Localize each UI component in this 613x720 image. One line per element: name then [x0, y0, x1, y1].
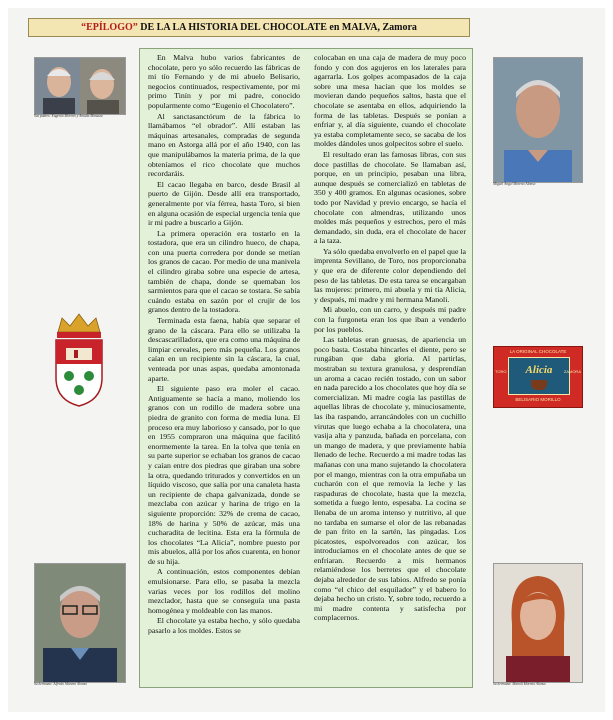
title-prefix: “EPÍLOGO” [81, 22, 138, 33]
page-title [28, 18, 470, 37]
paragraph: La primera operación era tostarlo en la tostadora, que era un cilindro hueco, de chapa, con una puerta corredera por donde se metían los granos de cacao. Por medio de una manivela el cilindro giraba sobre una especie de artesa, también de chapa, donde se quemaban los sarmientos para que el cacao se tostara. Se sabía cuándo estaba en sazón por el crujir de los granos dentro de la tostadora. [148, 228, 300, 315]
manoli-caption: Su hermana: Manoli Moreno Alonso [493, 682, 546, 686]
paragraph: Ya sólo quedaba envolverlo en el papel que la imprenta Sevillano, de Toro, nos proporcionaba y que era de diferente color dependiendo del peso de las tabletas. De esta tarea se encargaban las mujeres: primero, mi abuela y mi tía Alicia, y después, mi madre y mi hermana Manoli. [314, 246, 466, 304]
coat-of-arms [52, 312, 106, 408]
grandparents-photo [34, 57, 126, 115]
wrapper-brand: Alicia [525, 364, 553, 376]
paragraph: En Malva hubo varios fabricantes de chocolate, pero yo sólo recuerdo las fábricas de mi tío Fernando y de mi abuelo Belisario, negocios continuados, respectivamente, por mi primo Tinín y por mi padre, conocido popularmente como “Eugenio el Chocolatero”. [148, 53, 300, 110]
wrapper-left-text: TORO [495, 369, 507, 374]
alfredo-portrait-icon [35, 564, 125, 682]
title-main: DE LA LA HISTORIA DEL CHOCOLATE [137, 22, 330, 33]
paragraph: El chocolate ya estaba hecho, y sólo quedaba pasarlo a los moldes. Estos se [148, 616, 300, 636]
grandparents-caption: Sus padres: Eugenio Moreno y Amalia Mostaza [34, 114, 103, 118]
paragraph: Terminada esta faena, había que separar el grano de la cáscara. Para ello se utilizaba la descascarilladora, que era como una máquina de limpiar cereales, pero más pequeña. Los granos caían en un recipiente sin la cáscara, la cual, venteada por unas aspas, quedaba amontonada aparte. [148, 316, 300, 383]
title-location: en MALVA, Zamora [329, 22, 417, 33]
article-column-right [314, 53, 466, 624]
alfredo-photo [34, 563, 126, 683]
wrapper-right-text: ZAMORA [563, 369, 581, 374]
miguel-caption: Miguel Ángel Moreno Alonso [493, 182, 536, 186]
paragraph: El siguiente paso era moler el cacao. Antiguamente se hacía a mano, moliendo los granos con un rodillo de madera sobre una piedra de granito con forma de media luna. El proceso era muy laborioso y cansado, por lo que en 1955 compraron una máquina que facilitó enormemente la tarea. En la tolva que tenía en su parte superior se echaban los granos de cacao y caían entre dos piedras que giraban una sobre la otra, quedando triturados y convertidos en un líquido viscoso, que salía por una canaleta hasta un recipiente de chapa galvanizada, donde se mezclaba con azúcar y harina de trigo en la siguiente proporción: 32% de crema de cacao, 18% de harina y 50% de azúcar, más una cucharadita de lecitina. Esta era la fórmula de los chocolates “La Alicia”, nombre puesto por mis abuelos, allá por los años cuarenta, en honor de su hija. [148, 384, 300, 566]
coat-of-arms-icon [52, 312, 106, 408]
manoli-photo [493, 563, 583, 683]
wrapper-cup-icon [531, 380, 547, 390]
miguel-photo [493, 57, 583, 183]
wrapper-bottom-text: BELISARIO MORILLO [515, 397, 561, 402]
chocolate-wrapper [493, 346, 583, 408]
paragraph: colocaban en una caja de madera de muy poco fondo y con dos agujeros en los laterales para agarrarla. Los golpes acompasados de la caja sobre una mesa hacían que los moldes se movieran dando pequeños saltos, hasta que el chocolate se asentaba en ellos, adquiriendo la forma de las tabletas. Después se ponían a enfriar y, al día siguiente, cuando el chocolate ya estaba completamente seco, se sacaba de los moldes dándoles unos golpecitos sobre el suelo. [314, 53, 466, 149]
paragraph: El resultado eran las famosas libras, con sus doce pastillas de chocolate. Se llamaban así, porque, en un principio, pesaban una libra, aunque después se comercializó en tabletas de 350 y 400 gramos. En algunas ocasiones, sobre todo por Navidad y previo encargo, se hacía el chocolate con almendras, utilizando unos moldes más pequeños y estrechos, pero el más demandado, sin duda, era el chocolate de hacer a la taza. [314, 149, 466, 246]
paragraph: Las tabletas eran gruesas, de apariencia un poco basta. Costaba hincarles el diente, pero se rungában que daba gloria. Al partirlas, mostraban su textura granulosa, y desprendían un aroma a cacao recién tostado, con un sabor en nada parecido a los chocolates que hoy día se comercializan. Mi madre cogía las pastillas de aquellas libras de chocolate y, minuciosamente, las iba raspando, arrancándoles con un cuchillo virutas que luego echaba a la chocolatera, una vasija alta y panzuda, bañada en porcelana, con un mango de madera, y que previamente había llenado de leche. Recuerdo a mi madre todas las mañanas con una mano sujetando la chocolatera por el mango, mientras con la otra empuñaba un cucharón con el que removía la leche y las raspaduras de chocolate, hasta que la mezcla, sometida a fuego lento, espesaba. La cocina se llenaba de un aroma intenso y nutritivo, al que no tardaba en sumarse el olor de las rebanadas de pan frito en la sartén, las pingadas. Los picatostes, espolvoreados con azúcar, los introducíamos en el chocolate antes de que se enfriaran. Recuerdo a mis hermanos relamiéndose los berretes que el chocolate dejaba alrededor de sus labios. Alfredo se ponía como “el chico del esquilador” y el babero lo dejaba hecho un cristo. Y, sobre todo, recuerdo a mi madre contenta y satisfecha por complacernos. [314, 335, 466, 623]
wrapper-top-text: LA ORIGINAL CHOCOLATE [509, 349, 567, 354]
alfredo-caption: Su hermano: Alfredo Moreno Alonso [34, 682, 87, 686]
miguel-portrait-icon [494, 58, 582, 182]
manoli-portrait-icon [494, 564, 582, 682]
paragraph: Mi abuelo, con un carro, y después mi padre con la furgoneta eran los que iban a venderlo por los pueblos. [314, 305, 466, 334]
grandparents-portrait-icon [35, 58, 125, 114]
paragraph: Al sanctasanctórum de la fábrica lo llamábamos “el obrador”. Allí estaban las máquinas artesanales, compradas de segunda mano en Astorga allá por el año 1940, con las que manipulábamos la materia prima, de la que obteníamos el rico chocolate que muchos recordaráis. [148, 111, 300, 179]
article-box [139, 48, 473, 688]
wrapper-label-panel [508, 357, 570, 395]
article-column-left [148, 53, 300, 637]
paragraph: El cacao llegaba en barco, desde Brasil al puerto de Gijón. Desde allí era transportado, generalmente por vía férrea, hasta Toro, si bien en alguna ocasión de especial urgencia tenía que ir mi padre a buscarlo a Gijón. [148, 179, 300, 228]
paragraph: A continuación, estos componentes debían emulsionarse. Para ello, se pasaba la mezcla varias veces por los rodillos del molino mezclador, hasta que se conseguía una pasta homogénea y moldeable con las manos. [148, 567, 300, 615]
